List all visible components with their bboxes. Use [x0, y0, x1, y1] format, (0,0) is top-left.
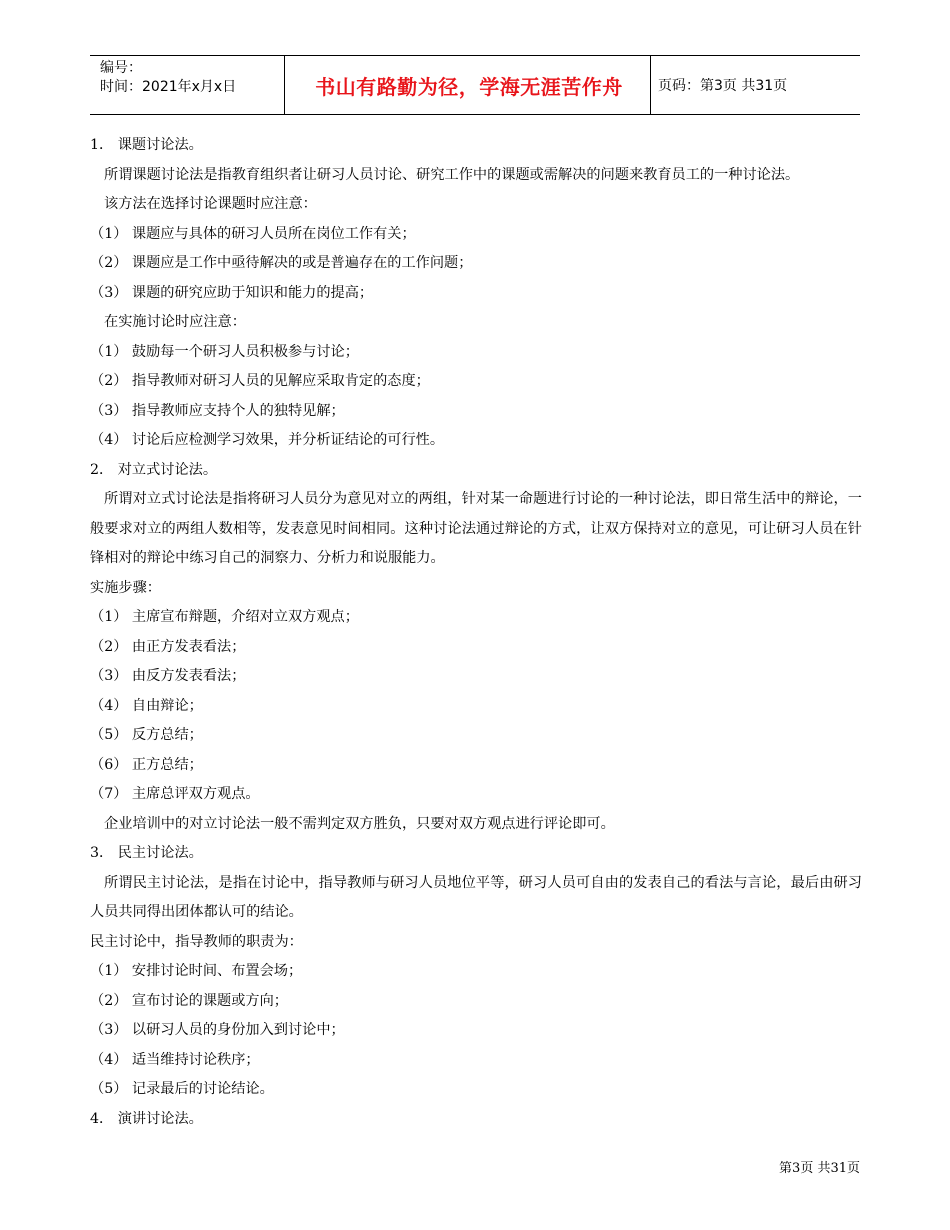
- section-heading: 4． 演讲讨论法。: [90, 1110, 203, 1127]
- list-item: （3） 指导教师应支持个人的独特见解；: [90, 402, 345, 419]
- time-label: 时间：2021年x月x日: [100, 79, 237, 95]
- list-item: （3） 以研习人员的身份加入到讨论中；: [90, 1022, 345, 1038]
- header-motto: 书山有路勤为径，学海无涯苦作舟: [315, 74, 623, 99]
- list-item: （7） 主席总评双方观点。: [90, 786, 260, 802]
- page-footer: 第3页 共31页: [779, 1161, 860, 1176]
- paragraph: 该方法在选择讨论课题时应注意：: [104, 196, 317, 212]
- list-item: （4） 适当维持讨论秩序；: [90, 1051, 260, 1068]
- section-heading: 2． 对立式讨论法。: [90, 461, 218, 478]
- list-item: （1） 鼓励每一个研习人员积极参与讨论；: [90, 343, 359, 360]
- list-item: （2） 由正方发表看法；: [90, 638, 246, 655]
- header-meta: [100, 59, 236, 97]
- list-item: （5） 记录最后的讨论结论。: [90, 1081, 274, 1097]
- list-item: （1） 安排讨论时间、布置会场；: [90, 963, 303, 979]
- serial-label: 编号：: [100, 60, 142, 76]
- section-heading: 3． 民主讨论法。: [90, 845, 203, 861]
- document-body: [90, 131, 862, 1134]
- paragraph: 所谓课题讨论法是指教育组织者让研习人员讨论、研究工作中的课题或需解决的问题来教育员工的一种讨论法。: [104, 166, 800, 183]
- list-item: （6） 正方总结；: [90, 756, 203, 773]
- list-item: （2） 课题应是工作中亟待解决的或是普遍存在的工作问题；: [90, 255, 473, 271]
- page-header: [90, 55, 860, 115]
- list-item: （3） 课题的研究应助于知识和能力的提高；: [90, 284, 374, 301]
- header-page-info: 页码：第3页 共31页: [658, 78, 788, 94]
- paragraph: 民主讨论中，指导教师的职责为：: [90, 933, 303, 950]
- list-item: （1） 主席宣布辩题，介绍对立双方观点；: [90, 609, 359, 625]
- paragraph: 在实施讨论时应注意：: [104, 314, 246, 330]
- paragraph: 所谓民主讨论法，是指在讨论中，指导教师与研习人员地位平等，研习人员可自由的发表自己的看法与言论，最后由研习人员共同得出团体都认可的结论。: [90, 874, 862, 920]
- paragraph: 实施步骤：: [90, 579, 161, 596]
- paragraph: 所谓对立式讨论法是指将研习人员分为意见对立的两组，针对某一命题进行讨论的一种讨论法，即日常生活中的辩论，一般要求对立的两组人数相等，发表意见时间相同。这种讨论法通过辩论的方式，让双方保持对立的意见，可让研习人员在针锋相对的辩论中练习自己的洞察力、分析力和说服能力。: [90, 491, 862, 566]
- list-item: （2） 指导教师对研习人员的见解应采取肯定的态度；: [90, 373, 430, 389]
- section-heading: 1． 课题讨论法。: [90, 137, 203, 153]
- header-divider: [650, 56, 651, 114]
- list-item: （4） 自由辩论；: [90, 697, 203, 714]
- list-item: （4） 讨论后应检测学习效果，并分析证结论的可行性。: [90, 432, 445, 448]
- list-item: （2） 宣布讨论的课题或方向；: [90, 992, 288, 1009]
- header-divider: [284, 56, 285, 114]
- list-item: （1） 课题应与具体的研习人员所在岗位工作有关；: [90, 225, 416, 242]
- list-item: （5） 反方总结；: [90, 727, 203, 743]
- list-item: （3） 由反方发表看法；: [90, 668, 246, 684]
- paragraph: 企业培训中的对立讨论法一般不需判定双方胜负，只要对双方观点进行评论即可。: [104, 815, 615, 832]
